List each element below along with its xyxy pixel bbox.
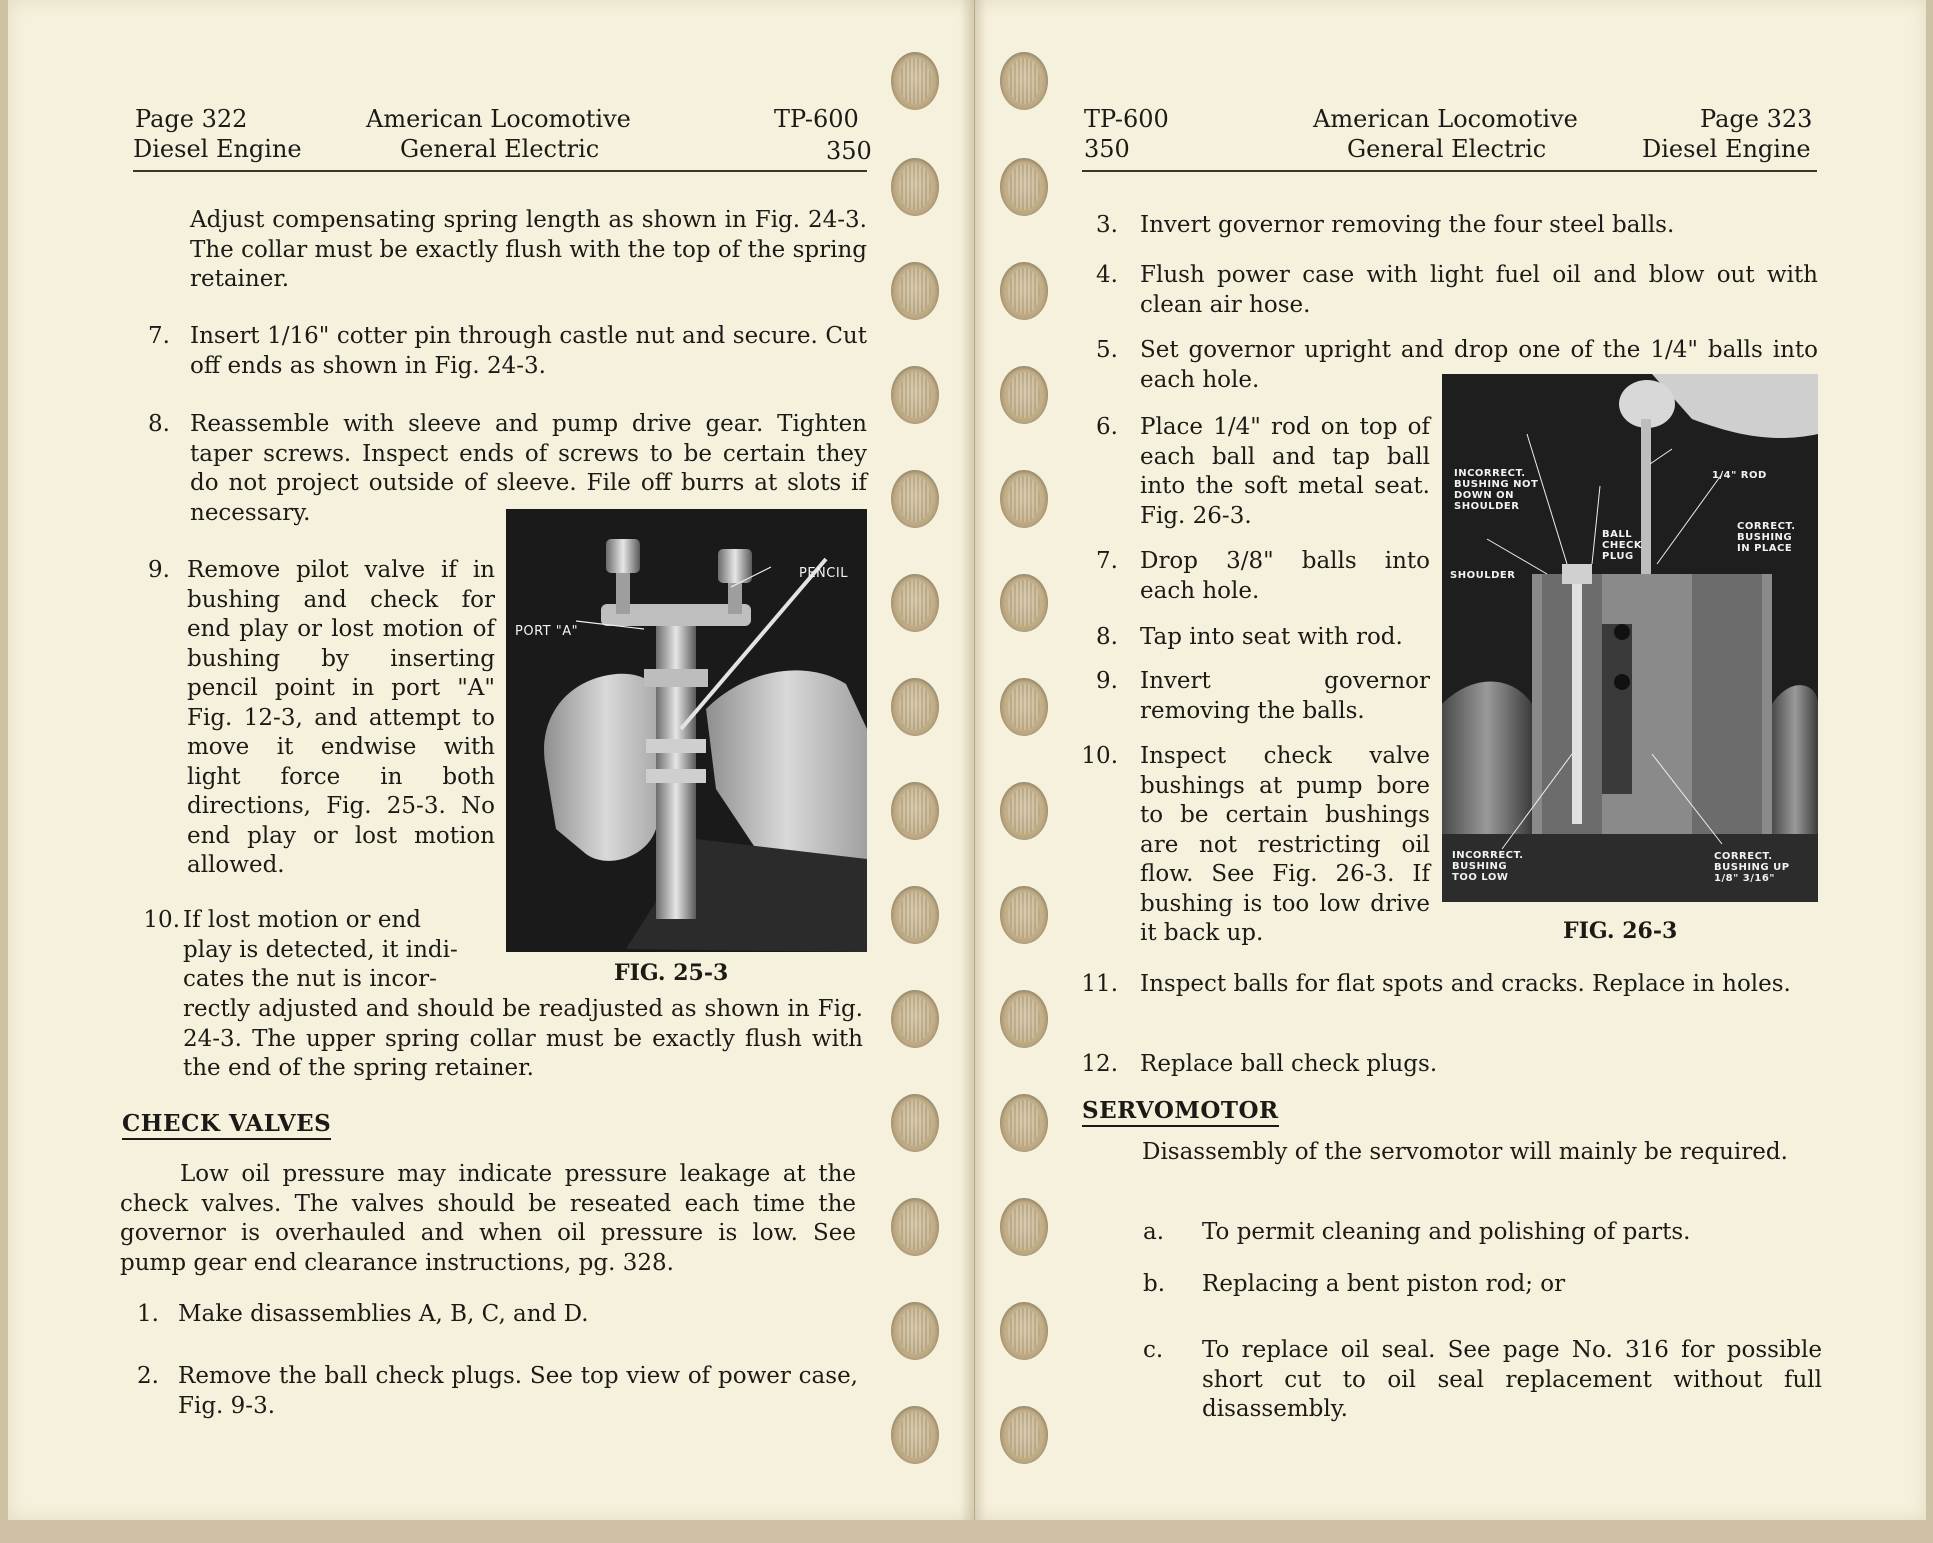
binding-hole: [1000, 470, 1048, 528]
step-12-number: 12.: [1081, 1051, 1118, 1077]
binding-hole: [1000, 1198, 1048, 1256]
binding-hole: [891, 1302, 939, 1360]
binding-hole: [891, 1198, 939, 1256]
label-shoulder: SHOULDER: [1450, 570, 1516, 581]
item-10-line-1: If lost motion or end: [183, 907, 421, 933]
left-model: TP-600: [774, 105, 859, 133]
binding-hole: [1000, 158, 1048, 216]
sub-b-letter: b.: [1143, 1271, 1166, 1297]
item-8-body: Reassemble with sleeve and pump drive gear. Tighten taper screws. Inspect ends of screws to be certain they do not project outside of sleeve. File off burrs at slots if necessary.: [190, 411, 867, 526]
step-12-text: Replace ball check plugs.: [1140, 1051, 1438, 1077]
binding-hole: [891, 574, 939, 632]
item-7-text: Insert 1/16" cotter pin through castle nut and secure. Cut off ends as shown in Fig. 24-3.: [190, 323, 867, 379]
step-8-text: Tap into seat with rod.: [1140, 624, 1403, 650]
step-2-text: Remove the ball check plugs. See top view of power case, Fig. 9-3.: [178, 1363, 858, 1419]
binding-hole: [1000, 782, 1048, 840]
step-4-number: 4.: [1096, 262, 1118, 288]
binding-hole: [891, 990, 939, 1048]
figure-26-3-caption: FIG. 26-3: [1563, 918, 1678, 944]
step-8-number: 8.: [1096, 624, 1118, 650]
binding-hole: [1000, 1302, 1048, 1360]
binding-hole: [1000, 262, 1048, 320]
item-10-number: 10.: [143, 907, 180, 933]
step-7-number: 7.: [1096, 548, 1118, 574]
binding-hole: [891, 52, 939, 110]
step-2-number: 2.: [137, 1363, 159, 1389]
item-10-line-3: cates the nut is incor-: [183, 966, 437, 992]
binding-hole: [1000, 52, 1048, 110]
step-1-text: Make disassemblies A, B, C, and D.: [178, 1301, 589, 1327]
binding-hole: [891, 782, 939, 840]
item-10-line-2: play is detected, it indi-: [183, 936, 458, 963]
check-valves-heading: CHECK VALVES: [122, 1110, 331, 1140]
servomotor-heading: SERVOMOTOR: [1082, 1097, 1279, 1127]
right-page-subject: Diesel Engine: [1642, 135, 1811, 163]
step-11-number: 11.: [1081, 971, 1118, 997]
label-pencil: PENCIL: [799, 566, 848, 581]
step-6-text: Place 1/4" rod on top of each ball and tap ball into the soft metal seat. Fig. 26-3.: [1140, 414, 1430, 529]
binding-hole: [891, 886, 939, 944]
step-1-number: 1.: [137, 1301, 159, 1327]
servomotor-paragraph: Disassembly of the servomotor will mainly be required.: [1142, 1139, 1788, 1165]
item-8-number: 8.: [148, 411, 170, 437]
check-valves-paragraph: Low oil pressure may indicate pressure leakage at the check valves. The valves should be reseated each time the governor is overhauled and when oil pressure is low. See pump gear end clearance instructions, pg. 328.: [120, 1161, 856, 1276]
step-9-number: 9.: [1096, 668, 1118, 694]
left-page-subject: Diesel Engine: [133, 135, 302, 163]
step-4-text: Flush power case with light fuel oil and blow out with clean air hose.: [1140, 262, 1818, 318]
right-section: 350: [1084, 135, 1130, 163]
item-7-number: 7.: [148, 323, 170, 349]
intro-paragraph: Adjust compensating spring length as shown in Fig. 24-3. The collar must be exactly flush with the top of the spring retainer.: [190, 207, 867, 292]
figure-26-3-photo: [1442, 374, 1818, 902]
binding-hole: [891, 1406, 939, 1464]
right-maker-2: General Electric: [1347, 135, 1547, 163]
right-maker-1: American Locomotive: [1313, 105, 1578, 133]
left-maker-1: American Locomotive: [366, 105, 631, 133]
right-header-rule: [1082, 170, 1817, 172]
left-page-number: Page 322: [135, 105, 248, 133]
sub-a-text: To permit cleaning and polishing of parts.: [1202, 1219, 1691, 1245]
label-correct-up: CORRECT. BUSHING UP 1/8" 3/16": [1714, 851, 1790, 884]
figure-25-3-caption: FIG. 25-3: [614, 960, 729, 986]
step-10-number: 10.: [1081, 743, 1118, 769]
item-9-text: Remove pilot valve if in bushing and check for end play or lost motion of bushing by inserting pencil point in port "A" Fig. 12-3, and attempt to move it endwise with light force in both directions, Fig. 25-3. No end play or lost motion allowed.: [187, 557, 495, 878]
binding-hole: [1000, 886, 1048, 944]
label-incorrect-not-down: INCORRECT. BUSHING NOT DOWN ON SHOULDER: [1454, 468, 1539, 512]
left-section: 350: [826, 137, 872, 165]
binding-hole: [1000, 366, 1048, 424]
step-5-text: Set governor upright and drop one of the 1/4" balls into each hole.: [1140, 337, 1818, 393]
check-valve-cutaway-illustration: [1442, 374, 1818, 902]
label-correct-in-place: CORRECT. BUSHING IN PLACE: [1737, 521, 1796, 554]
step-7-text: Drop 3/8" balls into each hole.: [1140, 548, 1430, 604]
binding-hole: [1000, 990, 1048, 1048]
figure-25-3-photo: [506, 509, 867, 952]
step-6-number: 6.: [1096, 414, 1118, 440]
left-maker-2: General Electric: [400, 135, 600, 163]
right-page-number: Page 323: [1700, 105, 1813, 133]
item-9-number: 9.: [148, 557, 170, 583]
binding-hole: [1000, 678, 1048, 736]
label-rod: 1/4" ROD: [1712, 470, 1767, 481]
binding-hole: [1000, 1094, 1048, 1152]
step-9-text: Invert governor removing the balls.: [1140, 668, 1430, 724]
label-port-a: PORT "A": [515, 624, 579, 639]
binding-hole: [891, 470, 939, 528]
step-3-number: 3.: [1096, 212, 1118, 238]
sub-c-text: To replace oil seal. See page No. 316 for possible short cut to oil seal replacement without full disassembly.: [1202, 1337, 1822, 1422]
left-header-rule: [133, 170, 867, 172]
binding-hole: [891, 366, 939, 424]
sub-b-text: Replacing a bent piston rod; or: [1202, 1271, 1566, 1297]
binding-hole: [891, 1094, 939, 1152]
item-10-lead: [183, 906, 495, 995]
sub-a-letter: a.: [1143, 1219, 1165, 1245]
binding-hole: [1000, 1406, 1048, 1464]
step-5-number: 5.: [1096, 337, 1118, 363]
right-model: TP-600: [1084, 105, 1169, 133]
binding-hole: [1000, 574, 1048, 632]
binding-hole: [891, 262, 939, 320]
item-10-continuation: rectly adjusted and should be readjusted as shown in Fig. 24-3. The upper spring collar must be exactly flush with the end of the spring retainer.: [183, 996, 863, 1081]
label-ball-check-plug: BALL CHECK PLUG: [1602, 529, 1643, 562]
binding-hole: [891, 678, 939, 736]
gutter-shadow: [960, 0, 986, 1520]
label-incorrect-too-low: INCORRECT. BUSHING TOO LOW: [1452, 850, 1524, 883]
binding-hole: [891, 158, 939, 216]
step-10-text: Inspect check valve bushings at pump bore to be certain bushings are not restricting oil flow. See Fig. 26-3. If bushing is too low drive it back up.: [1140, 743, 1430, 946]
step-3-text: Invert governor removing the four steel balls.: [1140, 212, 1675, 238]
step-11-text: Inspect balls for flat spots and cracks. Replace in holes.: [1140, 971, 1791, 997]
sub-c-letter: c.: [1143, 1337, 1164, 1363]
